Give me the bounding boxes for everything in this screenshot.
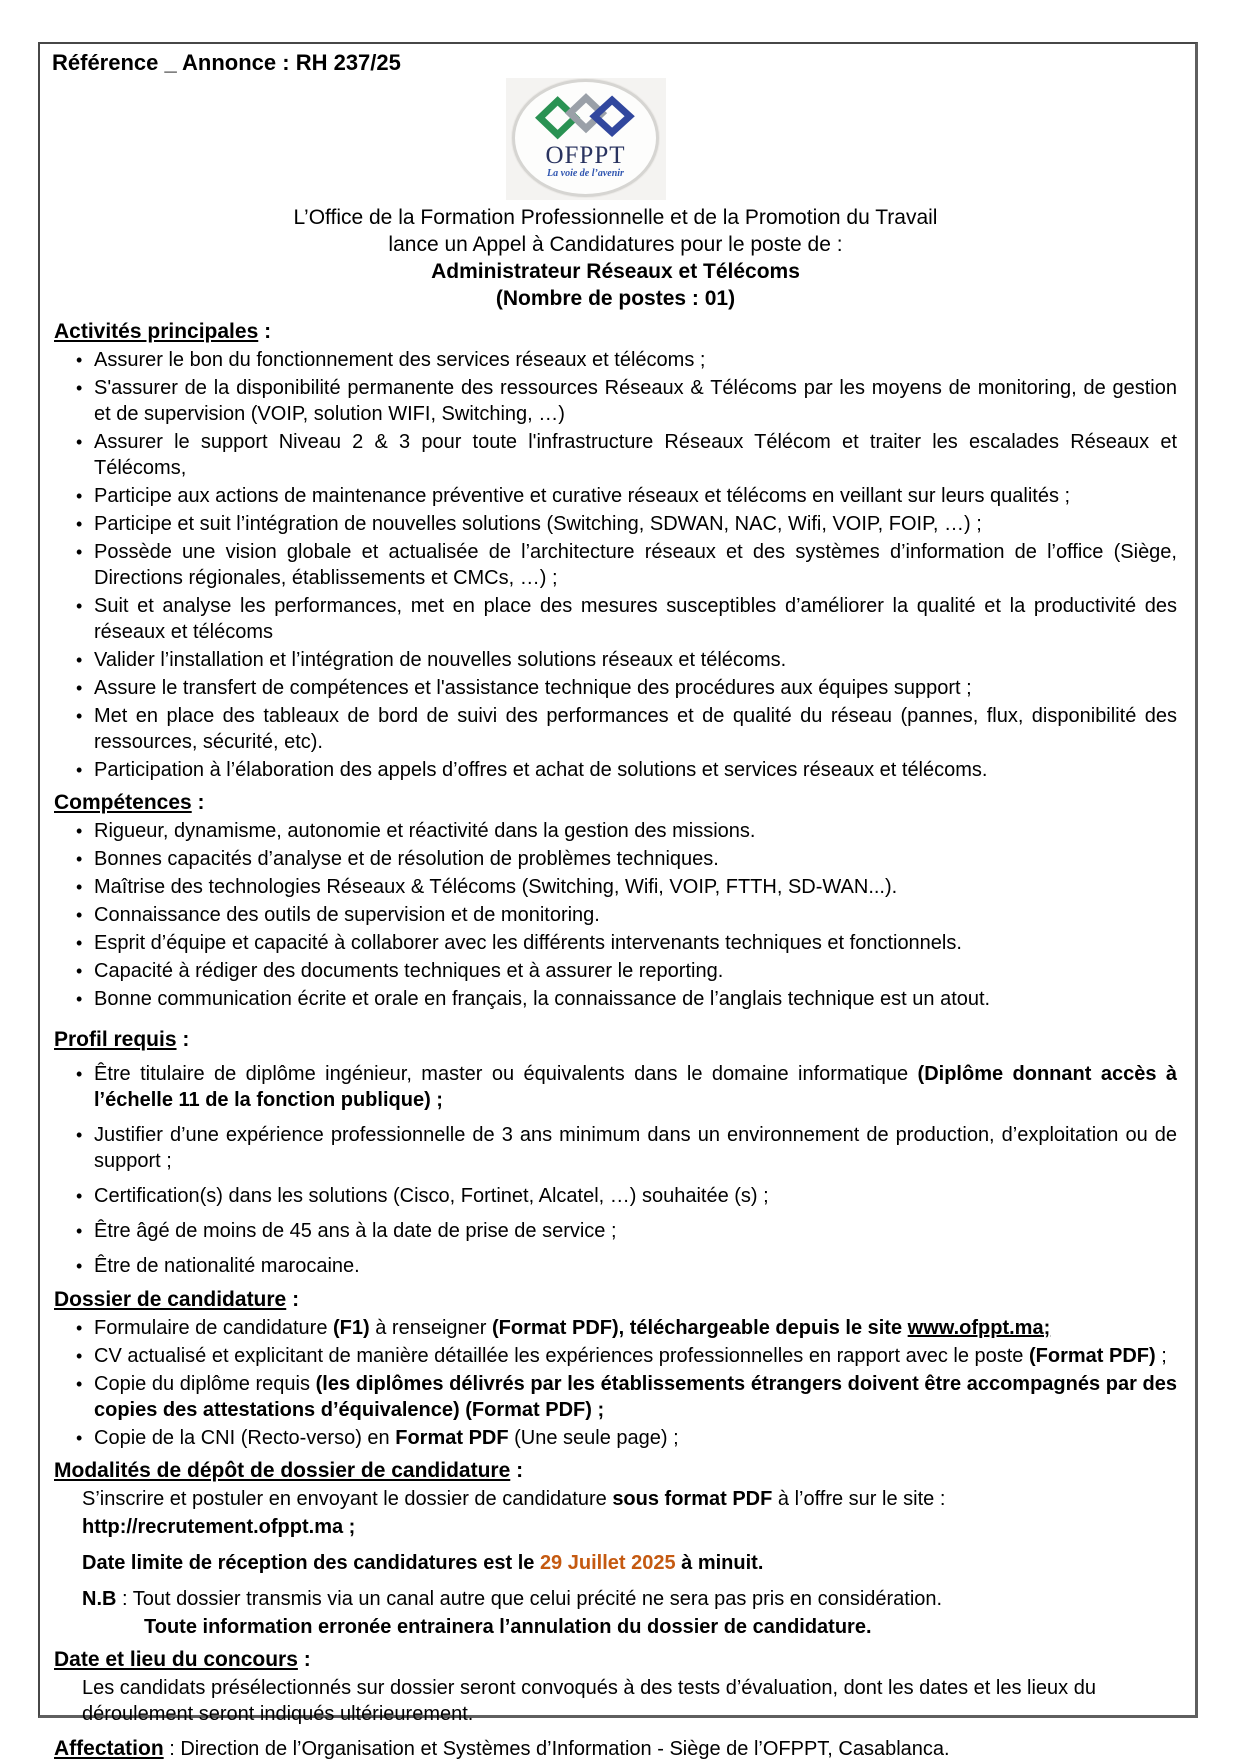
list-item — [76, 846, 1177, 872]
text-segment: Connaissance des outils de supervision et de monitoring. — [94, 904, 600, 926]
section-dossier — [48, 1288, 1183, 1451]
ofppt-logo — [506, 78, 666, 200]
text-segment: ; — [1155, 1345, 1167, 1367]
text-segment: Les candidats présélectionnés sur dossier seront convoqués à des tests d’évaluation, dont les dates et les lieux du déroulement seront indiqués ultérieurement. — [82, 1677, 1102, 1725]
text-segment: Être de nationalité marocaine. — [94, 1255, 360, 1277]
list-item-text — [94, 647, 1177, 673]
text-segment: Capacité à rédiger des documents techniques et à assurer le reporting. — [94, 960, 724, 982]
bullet-icon: • — [76, 650, 83, 670]
list-item — [76, 647, 1177, 673]
list-item-text — [94, 986, 1177, 1012]
text-segment: Maîtrise des technologies Réseaux & Télécoms (Switching, Wifi, VOIP, FTTH, SD-WAN...). — [94, 876, 898, 898]
ofppt-diamonds-icon — [535, 94, 637, 140]
intro-line-organization: L’Office de la Formation Professionnelle et de la Promotion du Travail — [293, 206, 938, 229]
text-segment: 29 Juillet 2025 — [539, 1552, 676, 1574]
section-competences — [48, 791, 1183, 1012]
list-item — [76, 1371, 1183, 1423]
text-segment: (F1) — [333, 1317, 370, 1339]
list-item-text — [94, 818, 1177, 844]
text-segment: Met en place des tableaux de bord de suivi des performances et de qualité du réseau (pannes, flux, disponibilité des ressources, sécurité, etc). — [94, 705, 1183, 753]
bullet-icon: • — [76, 877, 83, 897]
text-segment: Participe et suit l’intégration de nouvelles solutions (Switching, SDWAN, NAC, Wifi, VOIP, FOIP, …) ; — [94, 513, 982, 535]
text-segment: N.B — [82, 1588, 117, 1610]
list-item-text — [94, 539, 1183, 591]
sections-container — [48, 320, 1183, 1763]
text-segment: Assurer le bon du fonctionnement des services réseaux et télécoms ; — [94, 349, 706, 371]
text-segment: Date limite de réception des candidatures est le — [82, 1552, 540, 1574]
text-segment: à l’offre sur le site : — [772, 1488, 946, 1510]
text-segment: S’inscrire et postuler en envoyant le dossier de candidature — [82, 1488, 613, 1510]
list-item — [76, 675, 1177, 701]
paragraph — [82, 1550, 1177, 1576]
list-item-text — [94, 703, 1183, 755]
bullet-icon: • — [76, 1318, 83, 1338]
section-heading-activites: Activités principales : — [54, 320, 272, 343]
text-segment: Valider l’installation et l’intégration de nouvelles solutions réseaux et télécoms. — [94, 649, 787, 671]
list-item-text — [94, 902, 1177, 928]
announcement-intro — [48, 204, 1183, 312]
bullet-icon: • — [76, 706, 83, 726]
text-segment: (Une seule page) ; — [508, 1427, 679, 1449]
paragraph — [82, 1514, 1177, 1540]
list-item — [76, 429, 1183, 481]
bullet-icon: • — [76, 432, 83, 452]
text-segment: sous format PDF — [612, 1488, 773, 1510]
announcement-document — [38, 42, 1198, 1760]
list-item — [76, 757, 1177, 783]
section-heading-dossier: Dossier de candidature : — [54, 1288, 300, 1311]
paragraph — [82, 1586, 1177, 1612]
text-segment: Copie du diplôme requis — [94, 1373, 316, 1395]
text-segment: Certification(s) dans les solutions (Cisco, Fortinet, Alcatel, …) souhaitée (s) ; — [94, 1185, 769, 1207]
list-item-text — [94, 675, 1177, 701]
bullet-icon: • — [76, 821, 83, 841]
list-item — [76, 593, 1183, 645]
bullet-icon: • — [76, 1374, 83, 1394]
paragraph-affectation — [54, 1735, 1183, 1763]
list-item-text — [94, 1315, 1177, 1341]
text-segment: S'assurer de la disponibilité permanente des ressources Réseaux & Télécoms par les moyens de monitoring, de gestion et de supervision (VOIP, solution WIFI, Switching, …) — [94, 377, 1183, 425]
list-item-text — [94, 1425, 1177, 1451]
list-item-text — [94, 1343, 1177, 1369]
link-recrutement-ofppt[interactable]: http://recrutement.ofppt.ma ; — [82, 1516, 356, 1538]
section-modalites — [48, 1459, 1183, 1640]
list-item-text — [94, 1253, 1177, 1279]
bullet-icon: • — [76, 1256, 83, 1276]
text-segment: Justifier d’une expérience professionnelle de 3 ans minimum dans un environnement de production, d’exploitation ou de support ; — [94, 1124, 1183, 1172]
paragraph — [144, 1614, 1177, 1640]
section-profil — [48, 1028, 1183, 1279]
intro-line-call: lance un Appel à Candidatures pour le poste de : — [388, 233, 843, 256]
list-item-text — [94, 1061, 1183, 1113]
list-item-text — [94, 429, 1183, 481]
list-item — [76, 1343, 1177, 1369]
bullet-icon: • — [76, 1186, 83, 1206]
paragraph — [82, 1675, 1177, 1727]
reference-line: Référence _ Annonce : RH 237/25 — [52, 50, 401, 75]
list-item-text — [94, 375, 1183, 427]
text-segment: Assurer le support Niveau 2 & 3 pour toute l'infrastructure Réseaux Télécom et traiter les escalades Réseaux et Télécoms, — [94, 431, 1183, 479]
list-item — [76, 986, 1177, 1012]
list-item — [76, 930, 1177, 956]
text-segment: Formulaire de candidature — [94, 1317, 334, 1339]
text-segment: Rigueur, dynamisme, autonomie et réactivité dans la gestion des missions. — [94, 820, 756, 842]
list-item-text — [94, 958, 1177, 984]
bullet-icon: • — [76, 1125, 83, 1145]
text-segment: Suit et analyse les performances, met en place des mesures susceptibles d’améliorer la qualité et la productivité des réseaux et télécoms — [94, 595, 1183, 643]
text-segment: Bonnes capacités d’analyse et de résolution de problèmes techniques. — [94, 848, 719, 870]
bullet-icon: • — [76, 678, 83, 698]
list-item — [76, 703, 1183, 755]
bullet-icon: • — [76, 933, 83, 953]
list-item — [76, 1061, 1183, 1113]
bullet-icon: • — [76, 905, 83, 925]
bullet-icon: • — [76, 760, 83, 780]
bullet-icon: • — [76, 1346, 83, 1366]
bullet-icon: • — [76, 1428, 83, 1448]
text-segment: à minuit. — [675, 1552, 764, 1574]
text-segment: Être âgé de moins de 45 ans à la date de prise de service ; — [94, 1220, 617, 1242]
bullet-icon: • — [76, 350, 83, 370]
bullet-icon: • — [76, 1221, 83, 1241]
section-affectation — [48, 1735, 1183, 1763]
list-item — [76, 958, 1177, 984]
list-item — [76, 347, 1177, 373]
text-segment: Possède une vision globale et actualisée de l’architecture réseaux et des systèmes d’information de l’office (Siège, Directions régionales, établissements et CMCs, …) ; — [94, 541, 1183, 589]
list-item-text — [94, 1218, 1177, 1244]
list-item — [76, 902, 1177, 928]
text-segment: Assure le transfert de compétences et l'assistance technique des procédures aux équipes support ; — [94, 677, 972, 699]
text-segment: (les diplômes délivrés par les établissements étrangers doivent être accompagnés par des copies des attestations d’équivalence) (Format PDF) ; — [94, 1373, 1183, 1421]
text-segment: Copie de la CNI (Recto-verso) en — [94, 1427, 396, 1449]
text-segment: Esprit d’équipe et capacité à collaborer avec les différents intervenants techniques et fonctionnels. — [94, 932, 962, 954]
list-item — [76, 1122, 1183, 1174]
list-item-text — [94, 1183, 1177, 1209]
list-item — [76, 483, 1177, 509]
text-segment: Toute information erronée entrainera l’annulation du dossier de candidature. — [144, 1616, 872, 1638]
list-item-text — [94, 930, 1177, 956]
bullet-icon: • — [76, 378, 83, 398]
text-segment: CV actualisé et explicitant de manière détaillée les expériences professionnelles en rapport avec le poste — [94, 1345, 1029, 1367]
list-item — [76, 539, 1183, 591]
list-item — [76, 1183, 1177, 1209]
bullet-icon: • — [76, 1064, 83, 1084]
section-activites — [48, 320, 1183, 783]
list-item — [76, 1315, 1177, 1341]
text-segment: : Direction de l’Organisation et Systèmes d’Information - Siège de l’OFPPT, Casablanca. — [163, 1738, 950, 1760]
list-item-text — [94, 846, 1177, 872]
text-segment: Être titulaire de diplôme ingénieur, master ou équivalents dans le domaine informatique — [94, 1063, 918, 1085]
section-heading-competences: Compétences : — [54, 791, 205, 814]
text-segment: Format PDF — [395, 1427, 509, 1449]
ofppt-logo-circle — [512, 79, 659, 197]
text-segment: Bonne communication écrite et orale en français, la connaissance de l’anglais technique est un atout. — [94, 988, 991, 1010]
bullet-icon: • — [76, 486, 83, 506]
list-item-text — [94, 874, 1177, 900]
text-segment: à renseigner — [369, 1317, 492, 1339]
section-heading-profil: Profil requis : — [54, 1028, 190, 1051]
ofppt-logo-text: OFPPT — [545, 142, 626, 169]
list-item-text — [94, 1371, 1183, 1423]
paragraph — [82, 1486, 1177, 1512]
list-item-text — [94, 593, 1183, 645]
list-item — [76, 1253, 1177, 1279]
list-item-text — [94, 347, 1177, 373]
list-item-text — [94, 483, 1177, 509]
list-item-text — [94, 757, 1177, 783]
bullet-icon: • — [76, 961, 83, 981]
text-segment: Participe aux actions de maintenance préventive et curative réseaux et télécoms en veillant sur leurs qualités ; — [94, 485, 1071, 507]
link-www-ofppt[interactable]: www.ofppt.ma; — [907, 1317, 1051, 1339]
intro-line-job-title: Administrateur Réseaux et Télécoms — [431, 260, 800, 283]
text-segment: (Format PDF), téléchargeable depuis le site — [491, 1317, 908, 1339]
text-segment: (Format PDF) — [1028, 1345, 1156, 1367]
list-item-text — [94, 511, 1177, 537]
bullet-icon: • — [76, 514, 83, 534]
bullet-icon: • — [76, 849, 83, 869]
intro-line-post-count: (Nombre de postes : 01) — [495, 287, 736, 310]
list-item-text — [94, 1122, 1183, 1174]
ofppt-logo-tagline: La voie de l’avenir — [547, 168, 624, 179]
list-item — [76, 511, 1177, 537]
list-item — [76, 874, 1177, 900]
list-item — [76, 1425, 1177, 1451]
text-segment: : Tout dossier transmis via un canal autre que celui précité ne sera pas pris en considération. — [116, 1588, 943, 1610]
bullet-icon: • — [76, 542, 83, 562]
section-heading-modalites: Modalités de dépôt de dossier de candidature : — [54, 1459, 524, 1482]
text-segment: Participation à l’élaboration des appels d’offres et achat de solutions et services réseaux et télécoms. — [94, 759, 988, 781]
section-heading-concours: Date et lieu du concours : — [54, 1648, 311, 1671]
text-segment: (Diplôme donnant accès à l’échelle 11 de la fonction publique) ; — [94, 1063, 1183, 1111]
bullet-icon: • — [76, 989, 83, 1009]
section-concours — [48, 1648, 1183, 1727]
list-item — [76, 1218, 1177, 1244]
section-heading-affectation: Affectation — [54, 1737, 164, 1760]
bullet-icon: • — [76, 596, 83, 616]
list-item — [76, 375, 1183, 427]
list-item — [76, 818, 1177, 844]
